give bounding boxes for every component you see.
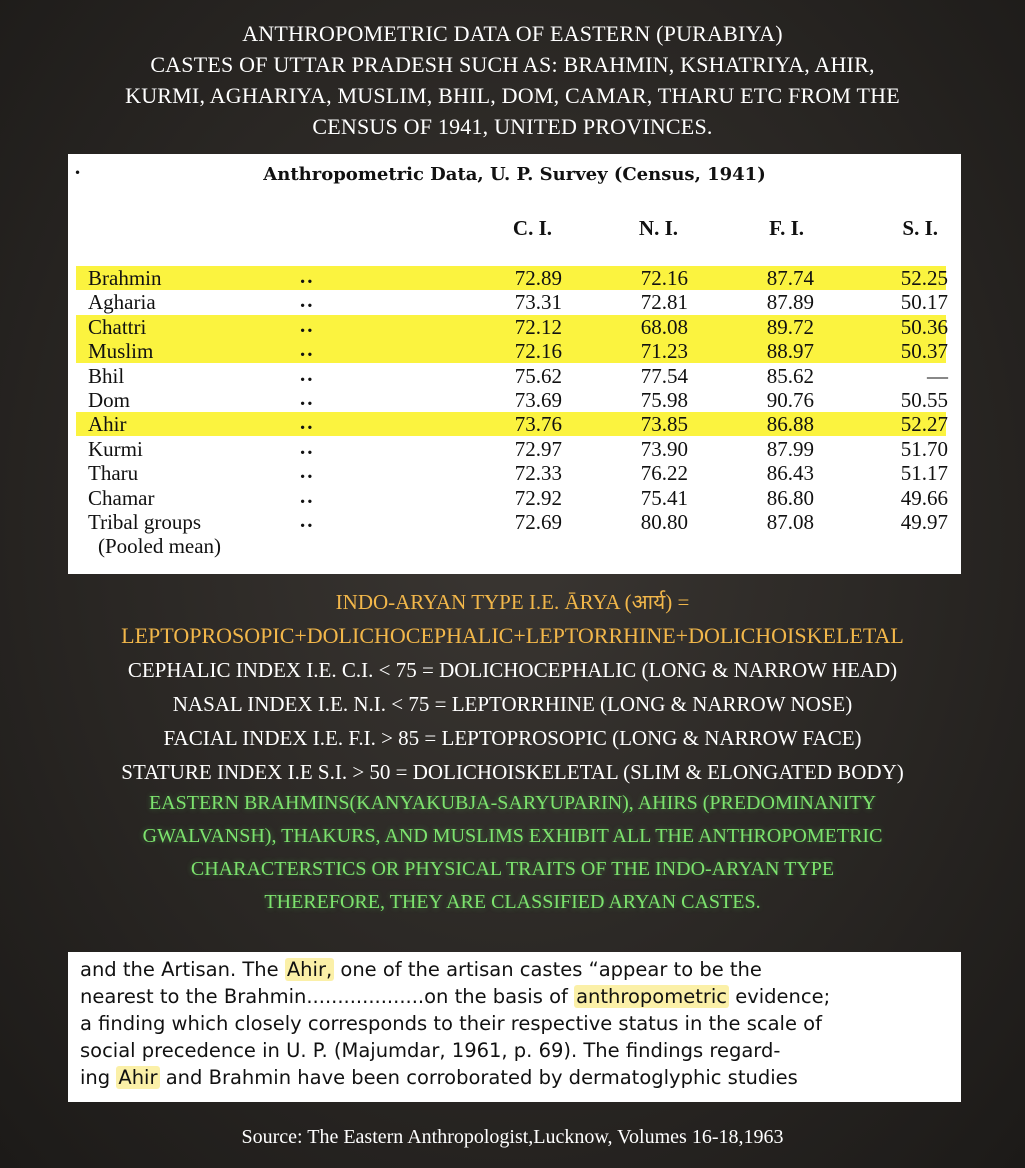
cell-fi: 89.72 bbox=[766, 314, 814, 339]
column-header-ni: N. I. bbox=[638, 216, 678, 240]
conclusion-line: EASTERN BRAHMINS(KANYAKUBJA-SARYUPARIN), AHIRS (PREDOMINANITY bbox=[148, 792, 877, 814]
row-leader-dots: .. bbox=[300, 508, 315, 532]
cell-si: 50.36 bbox=[900, 314, 948, 339]
table-row bbox=[76, 510, 946, 534]
cell-fi: 88.97 bbox=[766, 339, 814, 364]
table-title: Anthropometric Data, U. P. Survey (Census, 1941) bbox=[263, 164, 766, 185]
page-heading bbox=[0, 18, 1025, 142]
cell-ni: 80.80 bbox=[640, 510, 688, 534]
data-table-card bbox=[68, 154, 961, 574]
cell-fi: 86.43 bbox=[766, 461, 814, 486]
table-row bbox=[76, 290, 946, 314]
highlighted-term: anthropometric bbox=[576, 985, 727, 1008]
quote-line: a finding which closely corresponds to their respective status in the scale of bbox=[80, 1012, 822, 1035]
cell-ci: 72.69 bbox=[514, 510, 562, 534]
cell-ni: 75.41 bbox=[640, 485, 688, 510]
heading-line: ANTHROPOMETRIC DATA OF EASTERN (PURABIYA) bbox=[242, 21, 783, 46]
stature-index-definition: STATURE INDEX I.E S.I. > 50 = DOLICHOISKELETAL (SLIM & ELONGATED BODY) bbox=[121, 760, 904, 784]
cell-si: 50.17 bbox=[900, 290, 948, 315]
row-leader-dots: .. bbox=[300, 483, 315, 508]
cell-ni: 73.85 bbox=[640, 412, 688, 437]
table-row bbox=[76, 388, 946, 412]
row-name: Tribal groups bbox=[88, 510, 201, 534]
cell-si: 51.70 bbox=[900, 436, 948, 461]
facial-index-definition: FACIAL INDEX I.E. F.I. > 85 = LEPTOPROSOPIC (LONG & NARROW FACE) bbox=[163, 726, 862, 750]
cell-ci: 73.69 bbox=[514, 388, 562, 412]
aryan-type-line: INDO-ARYAN TYPE I.E. ĀRYA (आर्य) = bbox=[335, 590, 690, 614]
cell-si: 52.27 bbox=[900, 412, 948, 437]
table-row bbox=[76, 312, 948, 339]
heading-line: CASTES OF UTTAR PRADESH SUCH AS: BRAHMIN, KSHATRIYA, AHIR, bbox=[150, 52, 875, 77]
nasal-index-definition: NASAL INDEX I.E. N.I. < 75 = LEPTORRHINE (LONG & NARROW NOSE) bbox=[172, 692, 853, 716]
table-row bbox=[76, 266, 946, 290]
row-leader-dots: .. bbox=[300, 361, 315, 386]
cell-ci: 72.12 bbox=[514, 314, 562, 339]
conclusion-line: CHARACTERSTICS OR PHYSICAL TRAITS OF THE INDO-ARYAN TYPE bbox=[190, 858, 835, 880]
row-leader-dots: .. bbox=[300, 264, 315, 288]
quote-line bbox=[80, 983, 952, 1010]
row-leader-dots: .. bbox=[300, 312, 315, 337]
row-leader-dots: .. bbox=[300, 459, 315, 484]
table-row bbox=[76, 339, 946, 363]
column-header-ci: C. I. bbox=[512, 216, 552, 240]
cell-fi: 87.99 bbox=[766, 436, 814, 461]
cell-ci: 72.33 bbox=[514, 461, 562, 486]
cell-fi: 85.62 bbox=[766, 363, 814, 388]
cell-ni: 72.16 bbox=[640, 266, 688, 290]
quote-text-run: ing bbox=[80, 1066, 117, 1089]
conclusion-line: GWALVANSH), THAKURS, AND MUSLIMS EXHIBIT ALL THE ANTHROPOMETRIC bbox=[142, 825, 883, 847]
heading-line: KURMI, AGHARIYA, MUSLIM, BHIL, DOM, CAMAR, THARU ETC FROM THE bbox=[125, 83, 900, 108]
cell-ni: 71.23 bbox=[640, 339, 688, 364]
row-name: Dom bbox=[88, 388, 130, 412]
row-name: Brahmin bbox=[88, 266, 162, 290]
row-leader-dots: .. bbox=[300, 288, 315, 313]
cell-ni: 68.08 bbox=[640, 314, 688, 339]
column-header-si: S. I. bbox=[902, 216, 938, 240]
cell-ci: 72.89 bbox=[514, 266, 562, 290]
row-name: Kurmi bbox=[88, 436, 143, 461]
row-leader-dots: .. bbox=[300, 337, 315, 362]
table-row bbox=[76, 434, 948, 461]
quote-text-run: one of the artisan castes “appear to be the bbox=[334, 958, 762, 981]
row-name: Tharu bbox=[88, 461, 139, 486]
cell-si: 49.66 bbox=[900, 485, 948, 510]
cell-ci: 72.97 bbox=[514, 436, 562, 461]
cell-ci: 72.92 bbox=[514, 485, 562, 510]
highlighted-term: Ahir, bbox=[286, 958, 333, 981]
quote-text-run: evidence; bbox=[729, 985, 831, 1008]
cell-fi: 87.08 bbox=[766, 510, 814, 534]
heading-line: CENSUS OF 1941, UNITED PROVINCES. bbox=[312, 114, 713, 139]
cell-ni: 72.81 bbox=[640, 290, 688, 315]
row-name: Chattri bbox=[88, 314, 147, 339]
conclusion-text bbox=[0, 787, 1025, 919]
row-name: Agharia bbox=[88, 290, 156, 315]
cell-ci: 73.76 bbox=[514, 412, 562, 437]
cell-ci: 72.16 bbox=[514, 339, 562, 364]
table-row bbox=[76, 412, 946, 436]
cell-fi: 86.80 bbox=[766, 485, 814, 510]
cell-ni: 73.90 bbox=[640, 436, 688, 461]
table-row bbox=[76, 361, 948, 388]
row-name: Ahir bbox=[88, 412, 127, 437]
quote-line bbox=[80, 1064, 952, 1091]
cell-fi: 90.76 bbox=[766, 388, 814, 412]
cell-si: 50.37 bbox=[900, 339, 948, 364]
quote-line bbox=[80, 956, 952, 983]
cell-si: — bbox=[927, 363, 948, 388]
cell-ni: 75.98 bbox=[640, 388, 688, 412]
quote-excerpt bbox=[80, 956, 952, 1091]
cell-ci: 75.62 bbox=[514, 363, 562, 388]
cell-si: 51.17 bbox=[900, 461, 948, 486]
pooled-mean-note: (Pooled mean) bbox=[98, 534, 222, 558]
cell-si: 52.25 bbox=[900, 266, 948, 290]
row-leader-dots: .. bbox=[300, 386, 315, 410]
quote-text-run: nearest to the Brahmin...................on the basis of bbox=[80, 985, 575, 1008]
bullet-mark: • bbox=[74, 166, 82, 180]
row-name: Chamar bbox=[88, 485, 155, 510]
row-leader-dots: .. bbox=[300, 434, 315, 459]
quote-excerpt-card bbox=[68, 952, 961, 1102]
conclusion-line: THEREFORE, THEY ARE CLASSIFIED ARYAN CASTES. bbox=[264, 891, 761, 913]
table-row bbox=[76, 461, 946, 485]
cell-fi: 86.88 bbox=[766, 412, 814, 437]
row-name: Bhil bbox=[88, 363, 125, 388]
quote-line: social precedence in U. P. (Majumdar, 1961, p. 69). The findings regard- bbox=[80, 1039, 781, 1062]
index-definitions bbox=[0, 585, 1025, 789]
quote-text-run: and the Artisan. The bbox=[80, 958, 285, 981]
table-row bbox=[76, 483, 948, 510]
cell-si: 49.97 bbox=[900, 510, 948, 534]
cephalic-index-definition: CEPHALIC INDEX I.E. C.I. < 75 = DOLICHOCEPHALIC (LONG & NARROW HEAD) bbox=[127, 658, 898, 682]
cell-ci: 73.31 bbox=[514, 290, 562, 315]
cell-fi: 87.89 bbox=[766, 290, 814, 315]
cell-si: 50.55 bbox=[900, 388, 948, 412]
row-name: Muslim bbox=[88, 339, 154, 364]
highlighted-term: Ahir bbox=[118, 1066, 158, 1089]
cell-fi: 87.74 bbox=[766, 266, 814, 290]
cell-ni: 76.22 bbox=[640, 461, 688, 486]
quote-text-run: and Brahmin have been corroborated by dermatoglyphic studies bbox=[159, 1066, 798, 1089]
source-citation: Source: The Eastern Anthropologist,Lucknow, Volumes 16-18,1963 bbox=[241, 1126, 784, 1148]
cell-ni: 77.54 bbox=[640, 363, 688, 388]
column-header-fi: F. I. bbox=[769, 216, 804, 240]
aryan-formula-line: LEPTOPROSOPIC+DOLICHOCEPHALIC+LEPTORRHINE+DOLICHOISKELETAL bbox=[121, 623, 904, 648]
row-leader-dots: .. bbox=[300, 410, 315, 435]
